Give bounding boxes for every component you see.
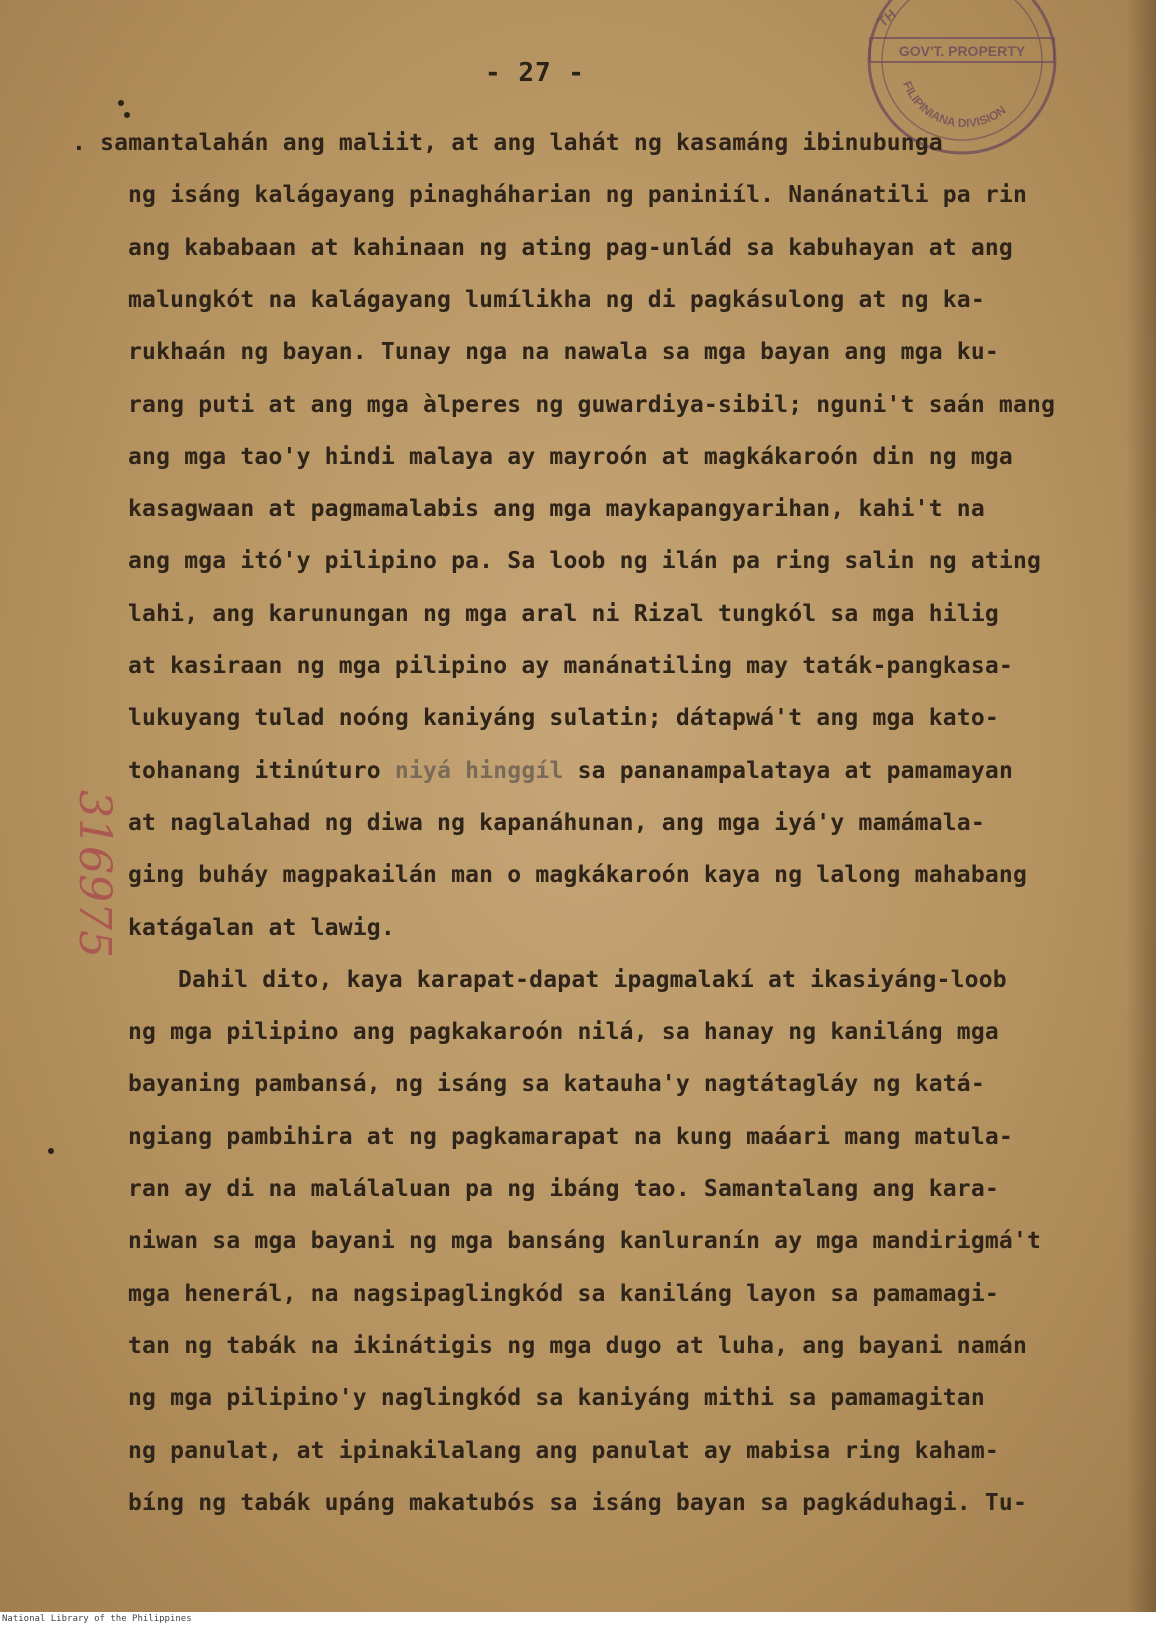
text-line — [128, 1333, 1027, 1359]
line-text: Dahil dito, kaya karapat-dapat ipagmalakí at ikasiyáng-loob — [178, 966, 1007, 993]
line-text: tohanang itinúturo — [128, 757, 381, 784]
line-text: ng mga pilipino'y naglingkód sa kaniyáng mithi sa pamamagitan — [128, 1385, 985, 1412]
line-text: mga henerál, na nagsipaglingkód sa kaniláng layon sa pamamagi- — [128, 1280, 999, 1307]
line-text: katágalan at lawig. — [128, 914, 395, 941]
page-edge-shadow — [1126, 0, 1156, 1612]
footer-credit: National Library of the Philippines — [2, 1614, 192, 1624]
line-text: rukhaán ng bayan. Tunay nga na nawala sa mga bayan ang mga ku- — [128, 339, 999, 366]
text-line — [128, 653, 1013, 679]
text-line — [128, 496, 985, 522]
line-text: ang mga tao'y hindi malaya ay mayroón at magkákaroón din ng mga — [128, 443, 1013, 470]
line-text: bíng ng tabák upáng makatubós sa isáng bayan sa pagkáduhagi. Tu- — [128, 1489, 1028, 1516]
text-line — [128, 1019, 999, 1045]
line-text-rest: sa pananampalataya at pamamayan — [577, 757, 1014, 784]
text-line — [128, 235, 1013, 261]
text-line — [128, 548, 1041, 574]
ink-dot — [118, 100, 124, 106]
text-line — [128, 339, 999, 365]
text-line — [128, 705, 999, 731]
text-line — [128, 1385, 985, 1411]
text-line — [178, 967, 1007, 993]
text-line — [128, 1438, 999, 1464]
text-line — [128, 444, 1013, 470]
line-text: rang puti at ang mga àlperes ng guwardiya-sibil; nguni't saán mang — [128, 391, 1056, 418]
line-text: tan ng tabák na ikinátigis ng mga dugo at luha, ang bayani namán — [128, 1332, 1028, 1359]
line-prefix: . — [72, 130, 101, 156]
page-number: - 27 - — [485, 58, 585, 88]
text-line — [128, 1490, 1027, 1516]
handwritten-margin-note — [10, 780, 120, 980]
svg-text:GOV'T. PROPERTY: GOV'T. PROPERTY — [898, 43, 1026, 59]
line-text: samantalahán ang maliit, at ang lahát ng kasamáng ibinubunga — [100, 130, 943, 156]
text-line — [128, 915, 395, 941]
line-text: malungkót na kalágayang lumílikha ng di pagkásulong at ng ka- — [128, 286, 985, 313]
text-line — [128, 1124, 1013, 1150]
margin-note-graphic — [10, 780, 120, 980]
text-line — [72, 130, 943, 156]
ink-dot — [48, 1148, 54, 1154]
svg-text:TH: TH — [874, 5, 900, 31]
text-line — [128, 392, 1055, 418]
line-text: ging buháy magpakailán man o magkákaroón kaya ng lalong mahabang — [128, 862, 1028, 889]
text-line — [128, 758, 1013, 784]
text-line — [128, 182, 1027, 208]
line-text: ng mga pilipino ang pagkakaroón nilá, sa hanay ng kaniláng mga — [128, 1019, 999, 1046]
line-text: ng isáng kalágayang pinagháharian ng paniniíl. Nanánatili pa rin — [128, 182, 1028, 209]
line-text: ang mga itó'y pilipino pa. Sa loob ng ilán pa ring salin ng ating — [128, 548, 1042, 575]
line-text: lahi, ang karunungan ng mga aral ni Rizal tungkól sa mga hilig — [128, 600, 999, 627]
line-text: at naglalahad ng diwa ng kapanáhunan, ang mga iyá'y mamámala- — [128, 809, 985, 836]
line-text: at kasiraan ng mga pilipino ay manánatiling may taták-pangkasa- — [128, 653, 1013, 679]
line-text: niwan sa mga bayani ng mga bansáng kanluranín ay mga mandirigmá't — [128, 1228, 1042, 1255]
text-line — [128, 1071, 985, 1097]
text-line — [128, 1228, 1041, 1254]
line-text: lukuyang tulad noóng kaniyáng sulatin; dátapwá't ang mga kato- — [128, 705, 999, 732]
line-text: bayaning pambansá, ng isáng sa katauha'y nagtátagláy ng katá- — [128, 1071, 985, 1098]
line-text: ran ay di na malálaluan pa ng ibáng tao. Samantalang ang kara- — [128, 1176, 999, 1202]
ink-dot — [124, 112, 130, 118]
text-line — [128, 601, 999, 627]
svg-text:FILIPINIANA DIVISION: FILIPINIANA DIVISION — [900, 79, 1009, 131]
line-text: ang kababaan at kahinaan ng ating pag-unlád sa kabuhayan at ang — [128, 234, 1013, 261]
text-line — [128, 810, 985, 836]
line-text: ngiang pambihira at ng pagkamarapat na kung maáari mang matula- — [128, 1123, 1013, 1150]
text-line — [128, 862, 1027, 888]
line-text: ng panulat, at ipinakilalang ang panulat ay mabisa ring kaham- — [128, 1437, 999, 1464]
text-line — [128, 287, 985, 313]
text-line — [128, 1176, 999, 1202]
faded-text: niyá hinggíl — [394, 757, 564, 784]
line-text: kasagwaan at pagmamalabis ang mga maykapangyarihan, kahi't na — [128, 496, 985, 523]
margin-note-text: 316975 — [69, 790, 120, 958]
text-line — [128, 1281, 999, 1307]
